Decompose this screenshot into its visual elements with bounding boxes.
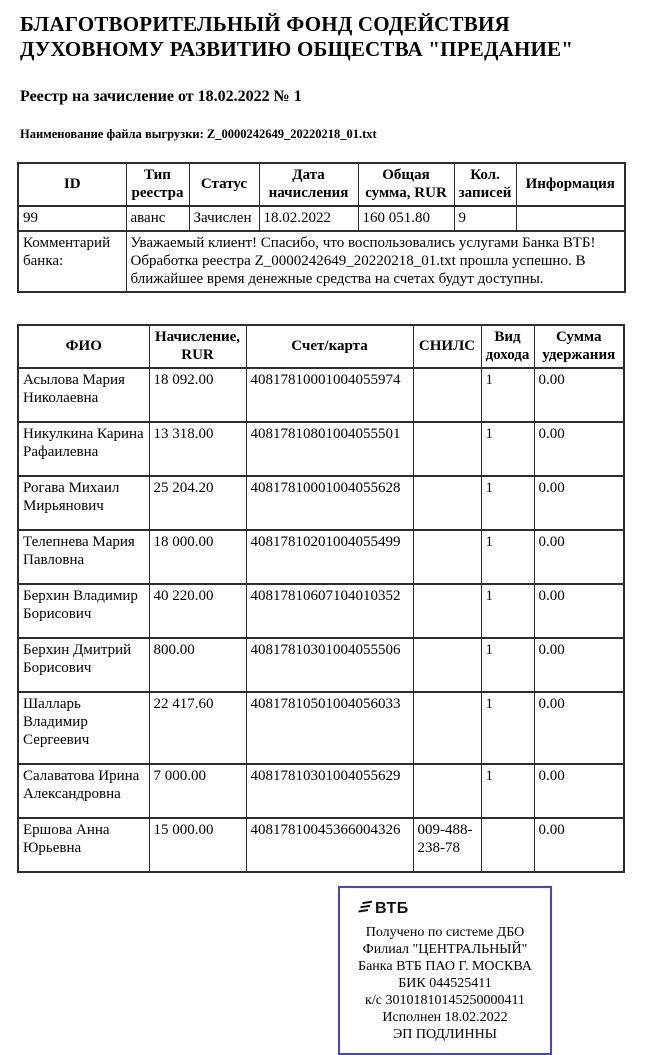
- payments-cell-account: 40817810201004055499: [246, 530, 413, 584]
- page-title-line-1: БЛАГОТВОРИТЕЛЬНЫЙ ФОНД СОДЕЙСТВИЯ: [20, 12, 510, 36]
- registry-cell-status: Зачислен: [189, 206, 259, 231]
- registry-header-5: Кол. записей: [454, 163, 516, 206]
- stamp-line-2: Банка ВТБ ПАО Г. МОСКВА: [358, 959, 532, 975]
- payments-cell-withholding: 0.00: [534, 422, 624, 476]
- registry-summary-table: [17, 162, 626, 293]
- payments-cell-account: 40817810801004055501: [246, 422, 413, 476]
- registry-header-6: Информация: [516, 163, 625, 206]
- payments-cell-account: 40817810045366004326: [246, 818, 413, 872]
- registry-comment-row: [18, 231, 625, 292]
- payments-cell-withholding: 0.00: [534, 818, 624, 872]
- payments-cell-withholding: 0.00: [534, 764, 624, 818]
- registry-cell-info: [516, 206, 625, 231]
- payments-header-0: ФИО: [18, 325, 149, 368]
- bank-comment-text: Уважаемый клиент! Спасибо, что воспользовались услугами Банка ВТБ! Обработка реестра Z_0000242649_20220218_01.txt прошла успешно. В ближайшее время денежные средства на счетах будут доступны.: [126, 231, 625, 292]
- payments-cell-amount: 15 000.00: [149, 818, 246, 872]
- payments-cell-snils: [413, 584, 481, 638]
- payments-cell-snils: [413, 368, 481, 422]
- payments-header-4: Вид дохода: [481, 325, 534, 368]
- registry-cell-date: 18.02.2022: [259, 206, 358, 231]
- payments-cell-fio: Берхин Владимир Борисович: [18, 584, 149, 638]
- registry-header-2: Статус: [189, 163, 259, 206]
- payments-cell-snils: [413, 530, 481, 584]
- payments-header-2: Счет/карта: [246, 325, 413, 368]
- vtb-logo: [358, 900, 550, 918]
- registry-data-row: [18, 206, 625, 231]
- registry-header-3: Дата начисления: [259, 163, 358, 206]
- payments-cell-income_type: 1: [481, 692, 534, 764]
- payments-cell-amount: 25 204.20: [149, 476, 246, 530]
- registry-header-1: Тип реестра: [126, 163, 189, 206]
- payments-cell-account: 40817810001004055974: [246, 368, 413, 422]
- payments-cell-amount: 7 000.00: [149, 764, 246, 818]
- payments-cell-amount: 40 220.00: [149, 584, 246, 638]
- bank-comment-label: Комментарий банка:: [18, 231, 126, 292]
- payments-cell-amount: 18 092.00: [149, 368, 246, 422]
- registry-header-0: ID: [18, 163, 126, 206]
- payments-cell-income_type: [481, 818, 534, 872]
- registry-header-4: Общая сумма, RUR: [358, 163, 454, 206]
- payments-cell-amount: 13 318.00: [149, 422, 246, 476]
- stamp-line-4: к/с 30101810145250000411: [365, 993, 525, 1009]
- payments-cell-withholding: 0.00: [534, 476, 624, 530]
- payments-row: [18, 692, 624, 764]
- payments-cell-withholding: 0.00: [534, 692, 624, 764]
- registry-header-row: [18, 163, 625, 206]
- bank-stamp: [338, 886, 552, 1055]
- payments-cell-snils: [413, 764, 481, 818]
- payments-cell-fio: Салаватова Ирина Александровна: [18, 764, 149, 818]
- payments-row: [18, 584, 624, 638]
- payments-cell-withholding: 0.00: [534, 530, 624, 584]
- registry-cell-id: 99: [18, 206, 126, 231]
- payments-cell-snils: [413, 638, 481, 692]
- payments-cell-snils: 009-488-238-78: [413, 818, 481, 872]
- payments-row: [18, 530, 624, 584]
- payments-row: [18, 368, 624, 422]
- payments-cell-snils: [413, 476, 481, 530]
- registry-subtitle: Реестр на зачисление от 18.02.2022 № 1: [20, 88, 302, 106]
- registry-cell-count: 9: [454, 206, 516, 231]
- payments-cell-fio: Берхин Дмитрий Борисович: [18, 638, 149, 692]
- payments-cell-income_type: 1: [481, 422, 534, 476]
- payments-row: [18, 476, 624, 530]
- payments-cell-account: 40817810301004055506: [246, 638, 413, 692]
- payments-cell-fio: Шалларь Владимир Сергеевич: [18, 692, 149, 764]
- payments-cell-fio: Телепнева Мария Павловна: [18, 530, 149, 584]
- stamp-line-6: ЭП ПОДЛИННЫ: [393, 1027, 497, 1043]
- vtb-stripes-icon: [358, 901, 373, 914]
- vtb-logo-text: ВТБ: [375, 900, 409, 918]
- page-title: [20, 12, 648, 61]
- payments-cell-fio: Рогава Михаил Мирьянович: [18, 476, 149, 530]
- payments-cell-income_type: 1: [481, 638, 534, 692]
- registry-cell-total: 160 051.80: [358, 206, 454, 231]
- payments-cell-income_type: 1: [481, 476, 534, 530]
- payments-header-3: СНИЛС: [413, 325, 481, 368]
- payments-cell-fio: Асылова Мария Николаевна: [18, 368, 149, 422]
- payments-cell-account: 40817810001004055628: [246, 476, 413, 530]
- registry-cell-type: аванс: [126, 206, 189, 231]
- payments-cell-withholding: 0.00: [534, 638, 624, 692]
- payments-cell-account: 40817810607104010352: [246, 584, 413, 638]
- payments-row: [18, 422, 624, 476]
- payments-cell-income_type: 1: [481, 764, 534, 818]
- payments-cell-amount: 22 417.60: [149, 692, 246, 764]
- stamp-line-1: Филиал "ЦЕНТРАЛЬНЫЙ": [362, 942, 528, 958]
- payments-row: [18, 818, 624, 872]
- payments-cell-income_type: 1: [481, 584, 534, 638]
- payments-cell-amount: 18 000.00: [149, 530, 246, 584]
- stamp-text: [340, 924, 550, 1043]
- stamp-line-5: Исполнен 18.02.2022: [382, 1010, 508, 1026]
- payments-cell-withholding: 0.00: [534, 584, 624, 638]
- payments-cell-fio: Ершова Анна Юрьевна: [18, 818, 149, 872]
- payments-table: [17, 324, 625, 873]
- payments-cell-snils: [413, 692, 481, 764]
- payments-cell-withholding: 0.00: [534, 368, 624, 422]
- payments-body: [18, 368, 624, 872]
- payments-row: [18, 764, 624, 818]
- payments-cell-fio: Никулкина Карина Рафаилевна: [18, 422, 149, 476]
- payments-cell-account: 40817810501004056033: [246, 692, 413, 764]
- export-file-line: Наименование файла выгрузки: Z_0000242649_20220218_01.txt: [20, 127, 377, 142]
- payments-cell-income_type: 1: [481, 368, 534, 422]
- payments-cell-account: 40817810301004055629: [246, 764, 413, 818]
- payments-row: [18, 638, 624, 692]
- stamp-line-3: БИК 044525411: [398, 976, 492, 992]
- payments-header-row: [18, 325, 624, 368]
- payments-cell-income_type: 1: [481, 530, 534, 584]
- stamp-line-0: Получено по системе ДБО: [365, 925, 525, 941]
- payments-cell-snils: [413, 422, 481, 476]
- page-title-line-2: ДУХОВНОМУ РАЗВИТИЮ ОБЩЕСТВА "ПРЕДАНИЕ": [20, 36, 574, 61]
- payments-header-5: Сумма удержания: [534, 325, 624, 368]
- payments-header-1: Начисление, RUR: [149, 325, 246, 368]
- payments-cell-amount: 800.00: [149, 638, 246, 692]
